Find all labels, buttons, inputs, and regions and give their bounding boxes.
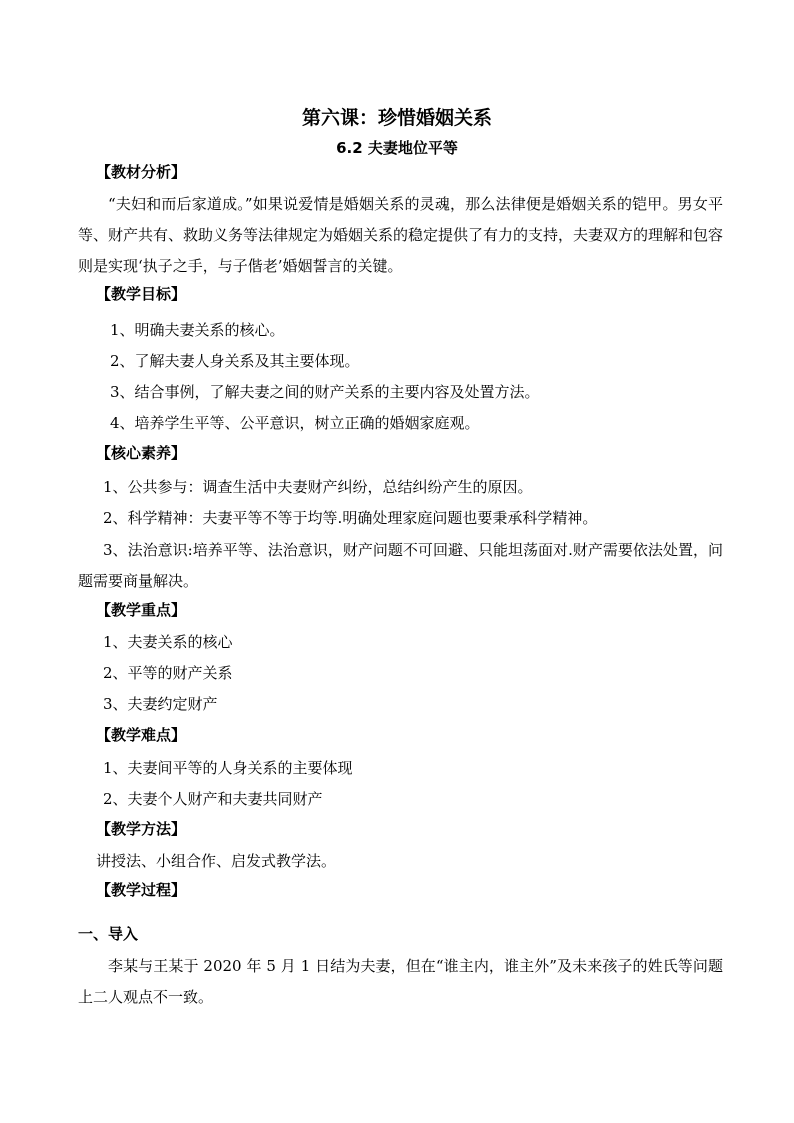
heading-process: 【教学过程】 <box>96 881 187 899</box>
heading-analysis: 【教材分析】 <box>96 163 187 181</box>
page-subtitle: 6.2 夫妻地位平等 <box>336 139 458 157</box>
analysis-paragraph: “夫妇和而后家道成。”如果说爱情是婚姻关系的灵魂，那么法律便是婚姻关系的铠甲。男女平等、财产共有、救助义务等法律规定为婚姻关系的稳定提供了有力的支持，夫妻双方的理解和包容则是实现‘执子之手，与子偕老’婚姻誓言的关键。 <box>78 195 724 275</box>
key-point-item: 1、夫妻关系的核心 <box>103 633 233 651</box>
intro-paragraph: 李某与王某于 2020 年 5 月 1 日结为夫妻，但在“谁主内，谁主外”及未来孩子的姓氏等问题上二人观点不一致。 <box>78 957 723 1006</box>
heading-methods: 【教学方法】 <box>96 820 187 838</box>
heading-difficulties: 【教学难点】 <box>96 726 187 744</box>
literacy-item: 1、公共参与：调查生活中夫妻财产纠纷，总结纠纷产生的原因。 <box>103 478 533 496</box>
goal-item: 1、明确夫妻关系的核心。 <box>110 321 285 339</box>
methods-text: 讲授法、小组合作、启发式教学法。 <box>96 852 337 870</box>
page-title: 第六课：珍惜婚姻关系 <box>301 107 492 129</box>
key-point-item: 2、平等的财产关系 <box>103 664 233 682</box>
difficulty-item: 2、夫妻个人财产和夫妻共同财产 <box>103 790 323 808</box>
heading-goals: 【教学目标】 <box>96 285 187 303</box>
goal-item: 3、结合事例，了解夫妻之间的财产关系的主要内容及处置方法。 <box>110 383 540 401</box>
key-point-item: 3、夫妻约定财产 <box>103 695 218 713</box>
literacy-item: 2、科学精神：夫妻平等不等于均等.明确处理家庭问题也要秉承科学精神。 <box>103 509 598 527</box>
heading-key-points: 【教学重点】 <box>96 601 187 619</box>
heading-intro: 一、导入 <box>78 925 139 943</box>
difficulty-item: 1、夫妻间平等的人身关系的主要体现 <box>103 759 353 777</box>
goal-item: 2、了解夫妻人身关系及其主要体现。 <box>110 352 360 370</box>
literacy-item: 3、法治意识:培养平等、法治意识，财产问题不可回避、只能坦荡面对.财产需要依法处置，问题需要商量解决。 <box>78 541 723 590</box>
heading-literacy: 【核心素养】 <box>96 444 187 462</box>
goal-item: 4、培养学生平等、公平意识，树立正确的婚姻家庭观。 <box>110 414 480 432</box>
